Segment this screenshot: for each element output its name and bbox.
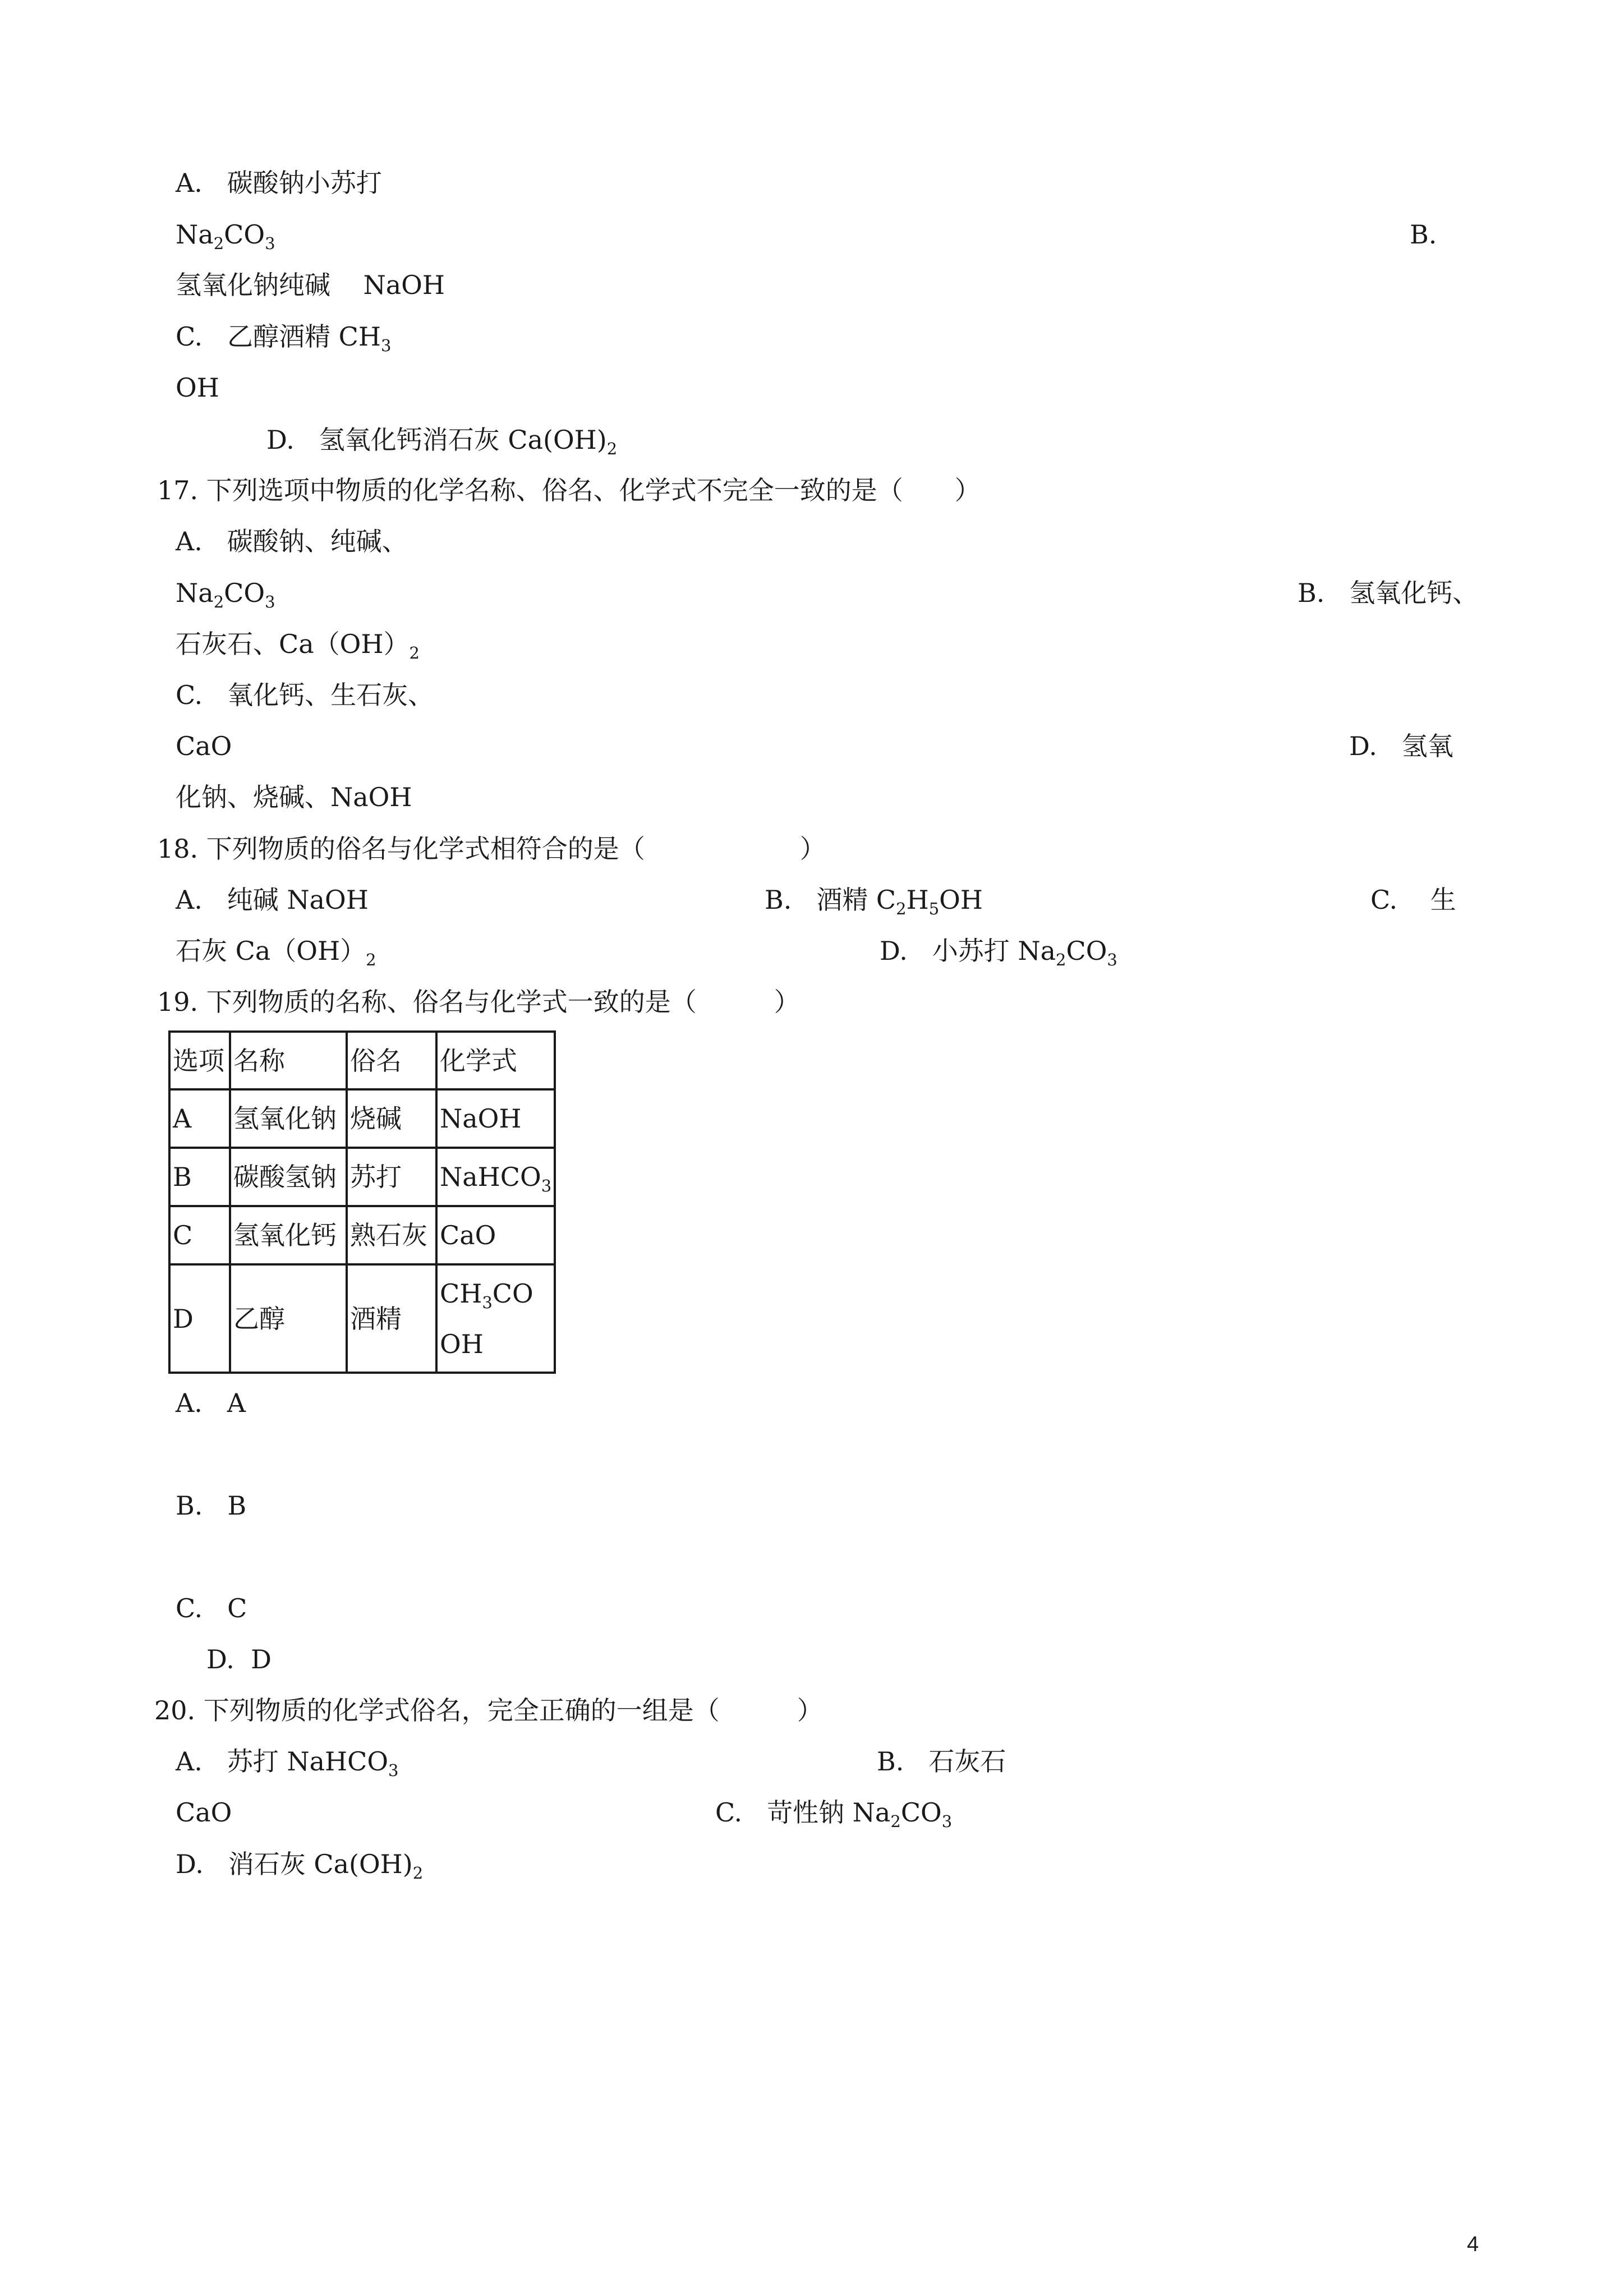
table-cell-option: B [169,1148,230,1206]
table-cell-formula: NaOH [436,1089,555,1148]
page-number: 4 [1467,2233,1479,2256]
q20-stem: 20. 下列物质的化学式俗名，完全正确的一组是（ ） [154,1695,823,1726]
table-row [169,1264,555,1373]
table-row [169,1148,555,1206]
q19-table [168,1030,556,1374]
q18-option-c: C. 生 [1370,885,1456,915]
table-cell-common-name: 酒精 [347,1264,436,1373]
q20-option-a: A. 苏打 NaHCO$_3$ [176,1746,399,1780]
q17-option-d-cont: 化钠、烧碱、NaOH [176,782,412,812]
q16-option-a: A. 碳酸钠小苏打 [176,168,382,198]
q17-option-a-formula: $Na_2CO_3$ [176,578,275,611]
table-row [169,1089,555,1148]
q19-option-c: C. C [176,1593,247,1623]
q17-option-c: C. 氧化钙、生石灰、 [176,680,434,710]
q20-option-b-formula: CaO [176,1797,232,1828]
table-cell-name: 氢氧化钠 [230,1089,347,1148]
table-cell-common-name: 熟石灰 [347,1206,436,1264]
table-cell-option: D [169,1264,230,1373]
q19-option-b: B. B [176,1490,247,1521]
q18-option-d: D. 小苏打 $Na_2CO_3$ [880,936,1117,969]
q18-stem: 18. 下列物质的俗名与化学式相符合的是（ ） [157,834,826,864]
table-cell-option: A [169,1089,230,1148]
table-cell-formula: NaHCO$_3$ [436,1148,555,1206]
table-cell-name: 碳酸氢钠 [230,1148,347,1206]
table-cell-common-name: 苏打 [347,1148,436,1206]
q16-option-d: D. 氢氧化钙消石灰 $Ca(OH)_2$ [266,425,618,458]
table-cell-formula: CaO [436,1206,555,1264]
q16-option-b-label: B. [1410,219,1437,250]
q18-option-c-cont: 石灰 $Ca(OH)_2$ [176,936,376,969]
q20-option-c: C. 苛性钠 $Na_2CO_3$ [715,1797,953,1831]
table-cell-name: 乙醇 [230,1264,347,1373]
q16-option-b: 氢氧化钠纯碱 NaOH [176,270,445,300]
table-header-cell: 俗名 [347,1032,436,1089]
q16-option-a-formula: $Na_2CO_3$ [176,219,275,253]
q17-option-d: D. 氢氧 [1349,731,1453,761]
q19-stem: 19. 下列物质的名称、俗名与化学式一致的是（ ） [157,987,800,1017]
q16-option-c-formula-cont: OH [176,372,219,403]
q16-option-c: C. 乙醇酒精 $CH_3$ [176,321,392,355]
q19-option-a: A. A [176,1388,246,1418]
q17-option-b-cont: 石灰石、$Ca(OH)_2$ [176,629,420,662]
q20-option-d: D. 消石灰 $Ca(OH)_2$ [176,1849,424,1883]
q17-option-a: A. 碳酸钠、纯碱、 [176,526,408,556]
table-cell-option: C [169,1206,230,1264]
q17-option-c-formula: CaO [176,731,232,761]
q17-stem: 17. 下列选项中物质的化学名称、俗名、化学式不完全一致的是（ ） [157,475,981,505]
table-cell-name: 氢氧化钙 [230,1206,347,1264]
q18-option-b: B. 酒精 $C_2H_5OH$ [765,885,983,918]
q17-option-b: B. 氢氧化钙、 [1298,578,1479,608]
table-cell-common-name: 烧碱 [347,1089,436,1148]
table-header-cell: 选项 [169,1032,230,1089]
table-cell-formula: $CH_3COOH$ [436,1264,555,1373]
table-header-cell: 化学式 [436,1032,555,1089]
q18-option-a: A. 纯碱 NaOH [176,885,369,915]
table-header-row [169,1032,555,1089]
q19-option-d: D. D [206,1644,272,1674]
table-row [169,1206,555,1264]
table-header-cell: 名称 [230,1032,347,1089]
q20-option-b: B. 石灰石 [877,1746,1006,1777]
